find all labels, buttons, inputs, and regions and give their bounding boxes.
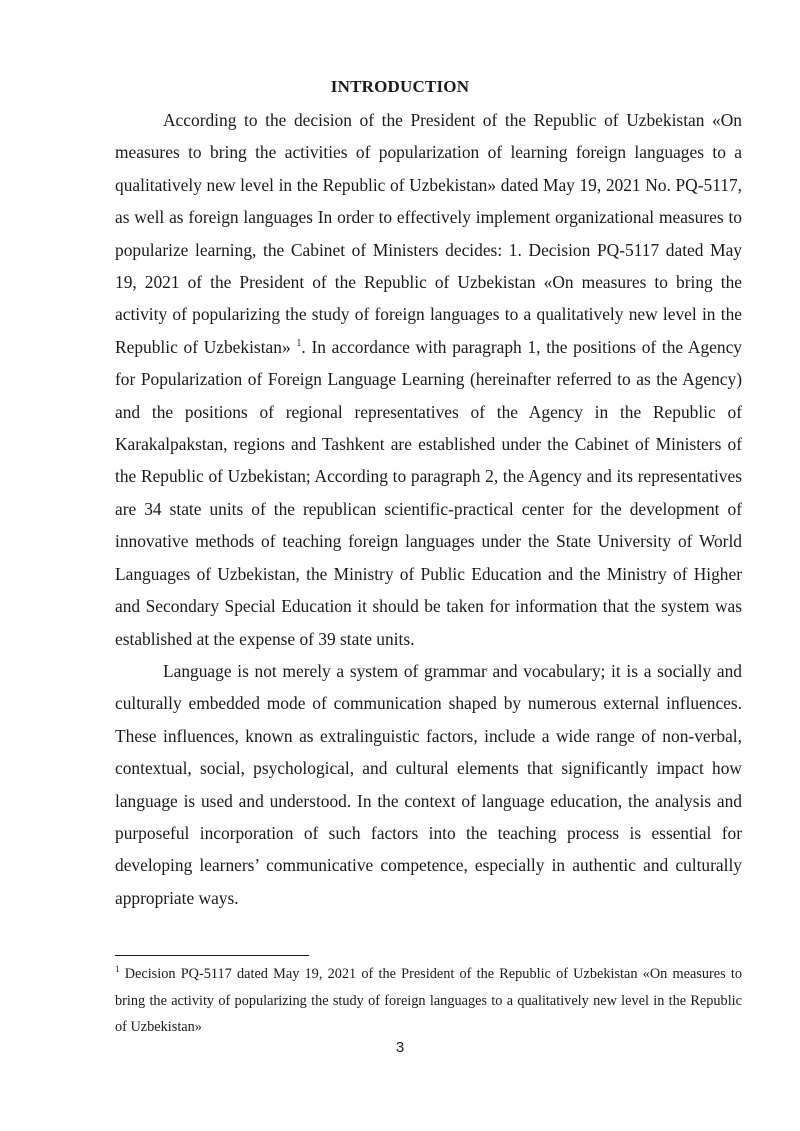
page-number: 3 — [395, 1039, 405, 1056]
footnote-reference: 1 — [296, 338, 302, 350]
paragraph-2: Language is not merely a system of grammar and vocabulary; it is a socially and culturally embedded mode of communication shaped by numerous external influences. These influences, known as extralinguistic factors, include a wide range of non-verbal, contextual, social, psychological, and cultural elements that significantly impact how language is used and understood. In the context of language education, the analysis and purposeful incorporation of such factors into the teaching process is essential for developing learners’ communicative competence, especially in authentic and culturally appropriate ways. — [115, 660, 742, 908]
paragraph-1 — [115, 104, 742, 655]
paragraph-1-text-part-1: According to the decision of the President of the Republic of Uzbekistan «On measures to bring the activities of popularization of learning foreign languages to a qualitatively new level in the Republic of Uzbekistan» dated May 19, 2021 No. PQ-5117, as well as foreign languages In order to effectively implement organizational measures to popularize learning, the Cabinet of Ministers decides: 1. Decision PQ-5117 dated May 19, 2021 of the President of the Republic of Uzbekistan «On measures to bring the activity of popularizing the study of foreign languages to a qualitatively new level in the Republic of Uzbekistan» — [115, 110, 742, 357]
body-text — [115, 104, 742, 914]
footnote-text: Decision PQ-5117 dated May 19, 2021 of the President of the Republic of Uzbekistan «On measures to bring the activity of popularizing the study of foreign languages to a qualitatively new level in the Republic of Uzbekistan» — [115, 966, 742, 1035]
footnote — [115, 961, 742, 1041]
page-title: INTRODUCTION — [330, 77, 470, 96]
paragraph-1-text-part-2: . In accordance with paragraph 1, the positions of the Agency for Popularization of Foreign Language Learning (hereinafter referred to as the Agency) and the positions of regional representatives of the Agency in the Republic of Karakalpakstan, regions and Tashkent are established under the Cabinet of Ministers of the Republic of Uzbekistan; According to paragraph 2, the Agency and its representatives are 34 state units of the republican scientific-practical center for the development of innovative methods of teaching foreign languages under the State University of World Languages of Uzbekistan, the Ministry of Public Education and the Ministry of Higher and Secondary Special Education it should be taken for information that the system was established at the expense of 39 state units. — [115, 336, 742, 649]
footnote-divider — [115, 955, 309, 956]
footnote-marker: 1 — [115, 964, 120, 975]
